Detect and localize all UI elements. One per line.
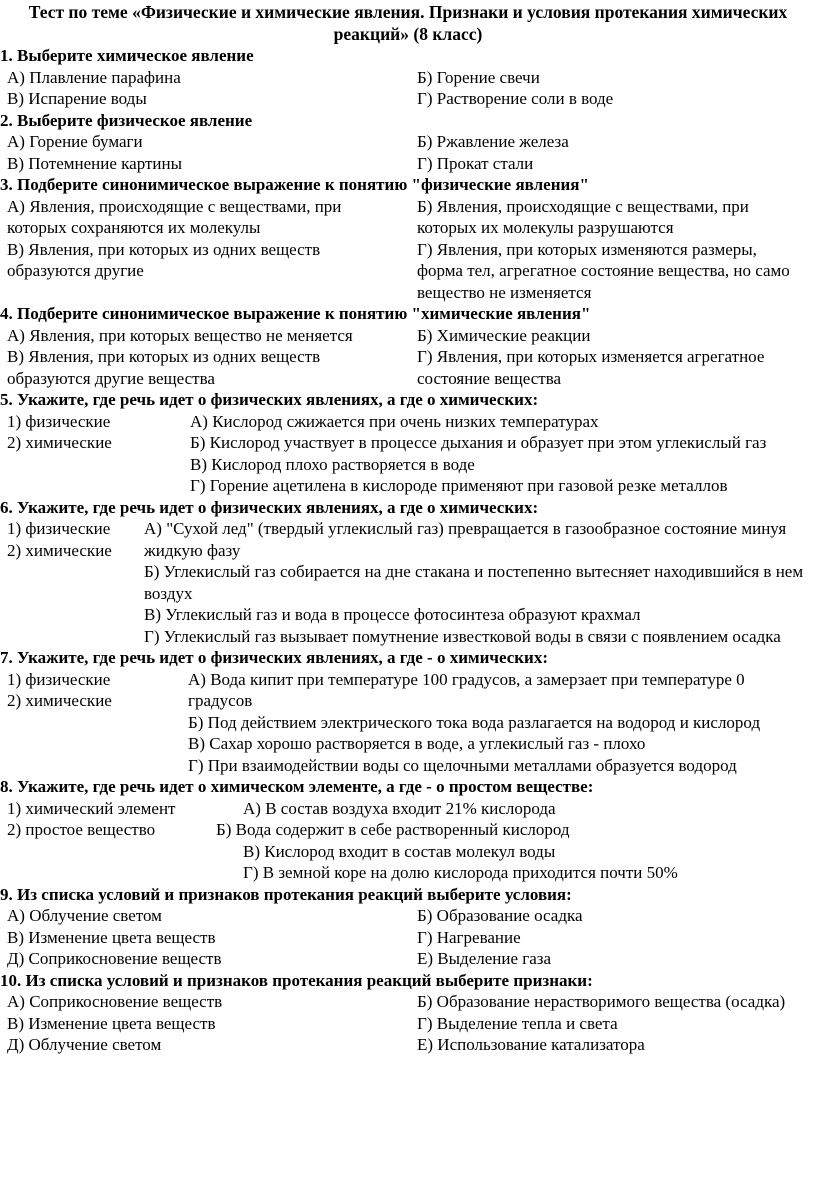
item: Б) Вода содержит в себе растворенный кислород: [216, 820, 570, 839]
option: А) Соприкосновение веществ: [7, 992, 223, 1011]
option: Б) Химические реакции: [417, 325, 591, 345]
item: Г) В земной коре на долю кислорода приходится почти 50%: [243, 863, 678, 882]
option: Б) Ржавление железа: [417, 132, 569, 151]
category: 1) физические: [7, 519, 111, 538]
item: А) Вода кипит при температуре 100 градусов, а замерзает при температуре 0 градусов: [188, 669, 745, 710]
item: А) Кислород сжижается при очень низких температурах: [190, 411, 599, 431]
category: 2) химические: [7, 433, 112, 452]
item: В) Сахар хорошо растворяется в воде, а углекислый газ - плохо: [188, 734, 646, 753]
option: В) Потемнение картины: [7, 153, 183, 173]
question-9-options: [0, 905, 816, 970]
question-8: 8. Укажите, где речь идет о химическом элементе, а где - о простом веществе:: [0, 777, 594, 796]
option: В) Явления, при которых из одних веществ образуются другие: [7, 239, 321, 280]
categories: [7, 518, 182, 561]
category: 1) физические: [7, 669, 111, 689]
question-10-options: [0, 991, 816, 1056]
option: Д) Облучение светом: [7, 1035, 162, 1054]
option: Б) Образование осадка: [417, 906, 583, 925]
item: А) "Сухой лед" (твердый углекислый газ) превращается в газообразное состояние минуя жидкую фазу: [144, 519, 787, 560]
item: Г) Горение ацетилена в кислороде применяют при газовой резке металлов: [190, 476, 728, 495]
option: Г) Явления, при которых изменяется агрегатное состояние вещества: [417, 347, 765, 388]
question-7: 7. Укажите, где речь идет о физических явлениях, а где - о химических:: [0, 648, 549, 667]
question-4: 4. Подберите синонимическое выражение к понятию "химические явления": [0, 304, 591, 323]
category: 2) химические: [7, 691, 112, 710]
option: А) Явления, происходящие с веществами, при которых сохраняются их молекулы: [7, 196, 342, 237]
category: 1) физические: [7, 411, 111, 431]
item: Г) При взаимодействии воды со щелочными металлами образуется водород: [188, 755, 737, 775]
question-5-matching: [0, 411, 816, 497]
categories: [7, 669, 182, 712]
question-5: 5. Укажите, где речь идет о физических явлениях, а где о химических:: [0, 390, 539, 409]
option: В) Явления, при которых из одних веществ образуются другие вещества: [7, 347, 321, 388]
question-6-matching: [0, 518, 816, 647]
question-2: 2. Выберите физическое явление: [0, 110, 253, 130]
option: Г) Явления, при которых изменяются размеры, форма тел, агрегатное состояние вещества, но само вещество не изменяется: [417, 239, 790, 302]
question-1-options: [0, 67, 816, 110]
option: Д) Соприкосновение веществ: [7, 949, 222, 968]
category: 1) химический элемент: [7, 798, 176, 818]
option: Г) Выделение тепла и света: [417, 1013, 618, 1033]
option: Б) Образование нерастворимого вещества (осадка): [417, 992, 786, 1011]
question-9: 9. Из списка условий и признаков протекания реакций выберите условия:: [0, 884, 572, 904]
categories: [7, 798, 182, 841]
items: [144, 518, 816, 647]
question-10: 10. Из списка условий и признаков протекания реакций выберите признаки:: [0, 970, 593, 990]
categories: [7, 411, 182, 454]
item: В) Углекислый газ и вода в процессе фотосинтеза образуют крахмал: [144, 605, 641, 624]
category: 2) химические: [7, 540, 112, 560]
item: Б) Углекислый газ собирается на дне стакана и постепенно вытесняет находившийся в нем воздух: [144, 562, 804, 603]
category: 2) простое вещество: [7, 820, 156, 839]
question-2-options: [0, 131, 816, 174]
option: В) Изменение цвета веществ: [7, 927, 216, 947]
option: А) Облучение светом: [7, 906, 162, 925]
option: Б) Явления, происходящие с веществами, при которых их молекулы разрушаются: [417, 196, 749, 237]
question-8-matching: [0, 798, 816, 884]
option: В) Испарение воды: [7, 89, 147, 108]
option: Е) Выделение газа: [417, 949, 552, 968]
option: Г) Прокат стали: [417, 153, 534, 173]
page-title: Тест по теме «Физические и химические явления. Признаки и условия протекания химических реакций» (8 класс): [28, 2, 788, 44]
question-3-options: [0, 196, 816, 304]
items: [216, 798, 816, 884]
option: Б) Горение свечи: [417, 67, 540, 87]
item: Г) Углекислый газ вызывает помутнение известковой воды в связи с появлением осадка: [144, 626, 781, 646]
item: Б) Под действием электрического тока вода разлагается на водород и кислород: [188, 712, 761, 732]
option: А) Плавление парафина: [7, 67, 181, 87]
question-1: 1. Выберите химическое явление: [0, 46, 254, 65]
option: Е) Использование катализатора: [417, 1035, 645, 1054]
items: [190, 411, 816, 497]
item: А) В состав воздуха входит 21% кислорода: [243, 798, 556, 818]
option: А) Явления, при которых вещество не меняется: [7, 325, 353, 345]
items: [188, 669, 816, 777]
option: В) Изменение цвета веществ: [7, 1013, 216, 1033]
question-3: 3. Подберите синонимическое выражение к понятию "физические явления": [0, 175, 589, 194]
option: А) Горение бумаги: [7, 132, 143, 151]
question-6: 6. Укажите, где речь идет о физических явлениях, а где о химических:: [0, 497, 539, 517]
question-7-matching: [0, 669, 816, 777]
question-4-options: [0, 325, 816, 390]
option: Г) Растворение соли в воде: [417, 89, 614, 108]
option: Г) Нагревание: [417, 927, 521, 947]
item: В) Кислород плохо растворяется в воде: [190, 454, 475, 474]
item: Б) Кислород участвует в процессе дыхания и образует при этом углекислый газ: [190, 433, 767, 452]
item: В) Кислород входит в состав молекул воды: [243, 841, 556, 861]
